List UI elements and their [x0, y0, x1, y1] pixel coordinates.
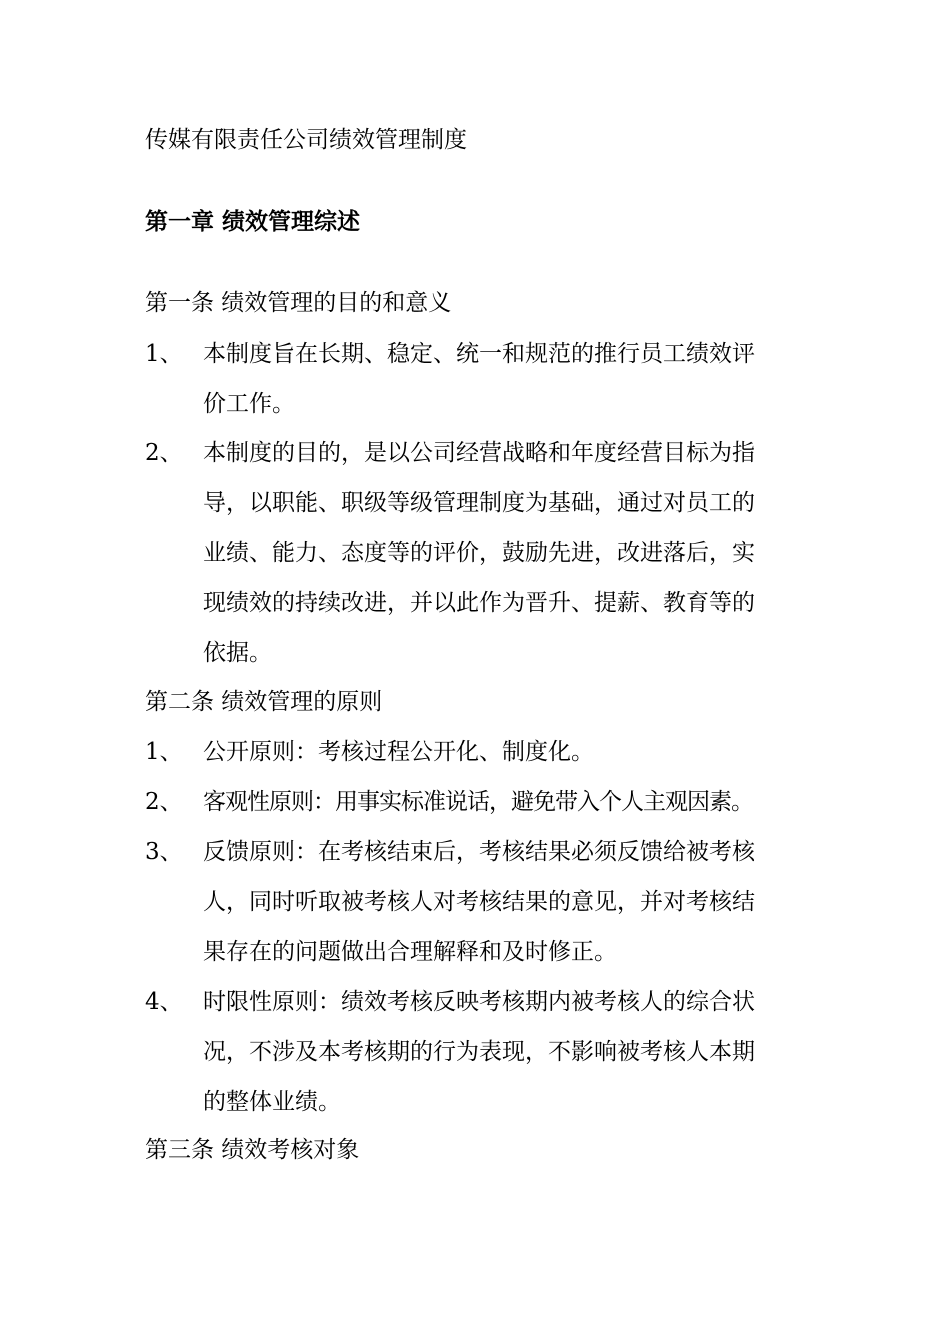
text-line: 价工作。 [203, 391, 295, 417]
list-item-number: 1、 [145, 739, 183, 765]
text-line: 时限性原则：绩效考核反映考核期内被考核人的综合状 [203, 989, 755, 1015]
list-item-number: 4、 [145, 989, 183, 1015]
article-3-heading: 第三条 绩效考核对象 [145, 1137, 360, 1163]
chapter-heading: 第一章 绩效管理综述 [145, 208, 361, 235]
document-title: 传媒有限责任公司绩效管理制度 [145, 127, 467, 153]
list-item-number: 2、 [145, 789, 183, 815]
list-item-text [203, 977, 813, 1127]
text-line: 业绩、能力、态度等的评价，鼓励先进，改进落后，实 [203, 540, 755, 566]
list-item-text [203, 329, 813, 429]
article-2-heading: 第二条 绩效管理的原则 [145, 689, 383, 715]
list-item-text [203, 827, 813, 977]
list-item-text [203, 727, 813, 777]
list-item-number: 3、 [145, 839, 183, 865]
text-line: 依据。 [203, 640, 272, 666]
text-line: 反馈原则：在考核结束后，考核结果必须反馈给被考核 [203, 839, 755, 865]
text-line: 公开原则：考核过程公开化、制度化。 [203, 739, 594, 765]
article-1-heading: 第一条 绩效管理的目的和意义 [145, 290, 452, 316]
text-line: 况，不涉及本考核期的行为表现，不影响被考核人本期 [203, 1039, 755, 1065]
text-line: 人，同时听取被考核人对考核结果的意见，并对考核结 [203, 889, 755, 915]
list-item-text [203, 777, 813, 827]
list-item-number: 1、 [145, 341, 183, 367]
text-line: 导，以职能、职级等级管理制度为基础，通过对员工的 [203, 490, 755, 516]
text-line: 客观性原则：用事实标准说话，避免带入个人主观因素。 [203, 789, 753, 815]
text-line: 本制度旨在长期、稳定、统一和规范的推行员工绩效评 [203, 341, 755, 367]
text-line: 的整体业绩。 [203, 1089, 341, 1115]
text-line: 现绩效的持续改进，并以此作为晋升、提薪、教育等的 [203, 590, 755, 616]
list-item-text [203, 428, 813, 678]
text-line: 果存在的问题做出合理解释和及时修正。 [203, 939, 617, 965]
text-line: 本制度的目的，是以公司经营战略和年度经营目标为指 [203, 440, 755, 466]
list-item-number: 2、 [145, 440, 183, 466]
